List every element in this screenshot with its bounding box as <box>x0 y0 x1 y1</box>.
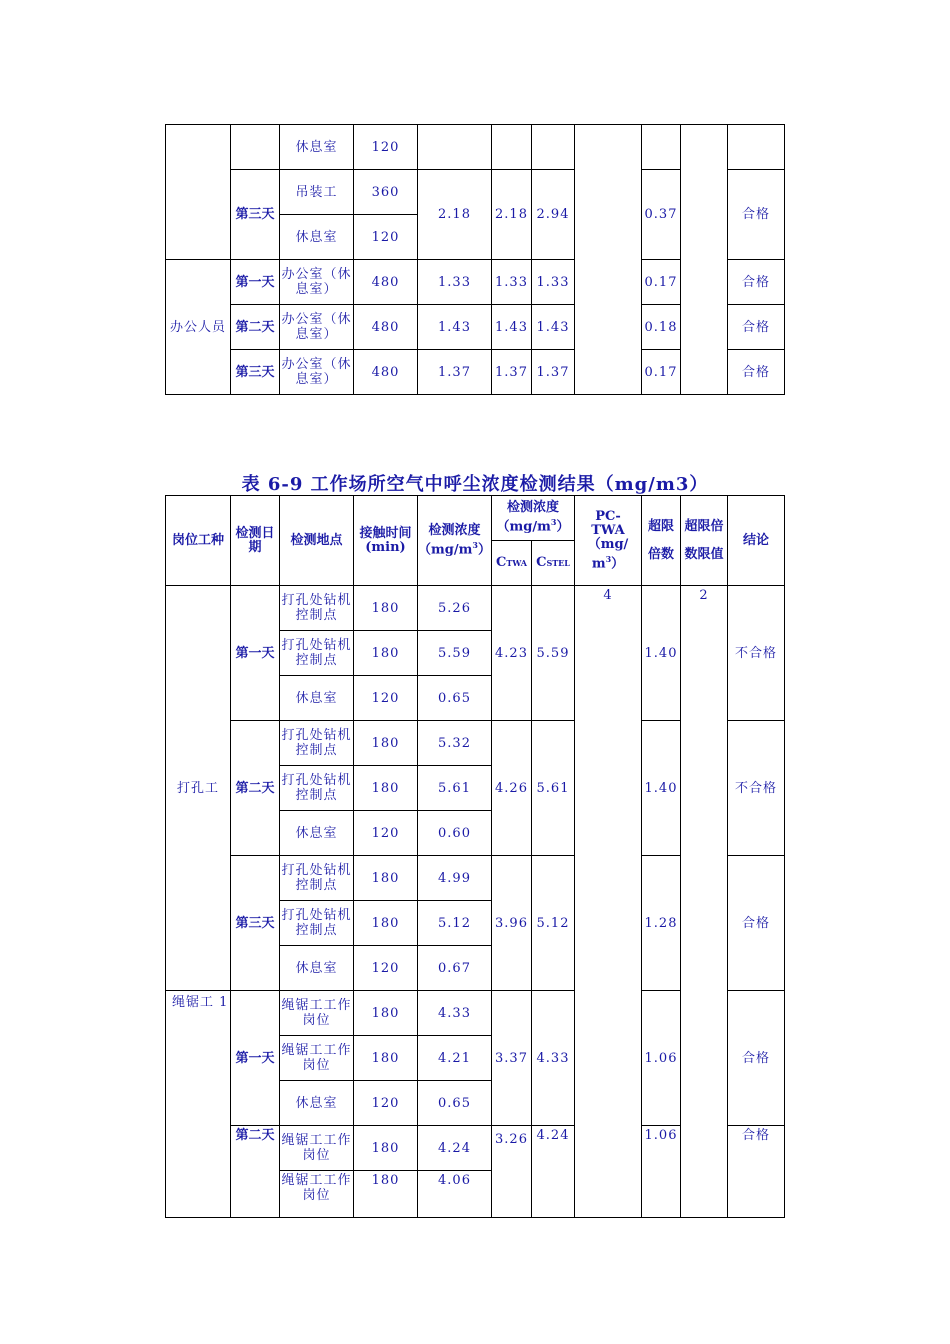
header-limit: 超限倍 数限值 <box>681 496 728 586</box>
header-conc-group: 检测浓度 $(mg/m^3)$ <box>492 496 575 541</box>
time-cell: 180 <box>354 766 418 811</box>
ctwa-cell <box>492 125 532 170</box>
ratio-cell: 0.17 <box>642 350 681 395</box>
place-cell: 打孔处钻机控制点 <box>280 586 354 631</box>
ratio-cell: 1.40 <box>642 586 681 721</box>
cstel-cell: 2.94 <box>532 170 575 260</box>
place-cell: 绳锯工工作岗位 <box>280 1126 354 1171</box>
header-row <box>166 496 785 541</box>
ratio-cell: 1.06 <box>642 991 681 1126</box>
place-cell: 绳锯工工作岗位 <box>280 991 354 1036</box>
time-cell: 120 <box>354 946 418 991</box>
conc-cell: 4.24 <box>418 1126 492 1171</box>
place-cell: 休息室 <box>280 215 354 260</box>
time-cell: 180 <box>354 901 418 946</box>
ctwa-cell: 2.18 <box>492 170 532 260</box>
cstel-cell: 1.33 <box>532 260 575 305</box>
header-date: 检测日期 <box>231 496 280 586</box>
time-cell: 180 <box>354 1126 418 1171</box>
ctwa-cell: 3.37 <box>492 991 532 1126</box>
cstel-cell: 4.24 <box>532 1126 575 1218</box>
cstel-cell: 1.37 <box>532 350 575 395</box>
day-cell: 第一天 <box>231 586 280 721</box>
day-cell: 第三天 <box>231 170 280 260</box>
header-time: 接触时间 (min) <box>354 496 418 586</box>
time-cell: 180 <box>354 586 418 631</box>
ctwa-cell: 1.37 <box>492 350 532 395</box>
place-cell: 绳锯工工作岗位 <box>280 1171 354 1218</box>
conc-cell: 4.21 <box>418 1036 492 1081</box>
time-cell: 480 <box>354 260 418 305</box>
conc-cell: 4.06 <box>418 1171 492 1218</box>
result-cell: 合格 <box>728 856 785 991</box>
result-cell: 不合格 <box>728 586 785 721</box>
conc-cell: 0.65 <box>418 676 492 721</box>
job-cell: 绳锯工 1 <box>166 991 231 1218</box>
conc-cell: 1.33 <box>418 260 492 305</box>
conc-cell: 0.65 <box>418 1081 492 1126</box>
day-cell: 第三天 <box>231 856 280 991</box>
header-ratio: 超限 倍数 <box>642 496 681 586</box>
day-cell: 第一天 <box>231 260 280 305</box>
conc-cell: 0.67 <box>418 946 492 991</box>
time-cell: 180 <box>354 991 418 1036</box>
place-cell: 绳锯工工作岗位 <box>280 1036 354 1081</box>
header-pc-twa: PC- TWA（mg/ $m^3$） <box>575 496 642 586</box>
time-cell: 180 <box>354 1171 418 1218</box>
cstel-cell: 1.43 <box>532 305 575 350</box>
time-cell: 120 <box>354 125 418 170</box>
job-cell: 打孔工 <box>166 586 231 991</box>
place-cell: 打孔处钻机控制点 <box>280 766 354 811</box>
conc-cell <box>418 125 492 170</box>
time-cell: 120 <box>354 215 418 260</box>
day-cell <box>231 125 280 170</box>
time-cell: 120 <box>354 811 418 856</box>
header-conc: 检测浓度 $(mg/m^3)$ <box>418 496 492 586</box>
time-cell: 480 <box>354 305 418 350</box>
table-continuation <box>165 124 785 395</box>
conc-cell: 1.37 <box>418 350 492 395</box>
header-cstel: CSTEL <box>532 541 575 586</box>
dust-results-table <box>165 495 785 1218</box>
time-cell: 180 <box>354 631 418 676</box>
header-job: 岗位工种 <box>166 496 231 586</box>
place-cell: 办公室（休息室） <box>280 350 354 395</box>
day-cell: 第三天 <box>231 350 280 395</box>
place-cell: 打孔处钻机控制点 <box>280 856 354 901</box>
day-cell: 第一天 <box>231 991 280 1126</box>
ctwa-cell: 4.26 <box>492 721 532 856</box>
pc-twa-cell: 4 <box>575 586 642 1218</box>
conc-cell: 5.59 <box>418 631 492 676</box>
time-cell: 180 <box>354 721 418 766</box>
time-cell: 480 <box>354 350 418 395</box>
cstel-cell: 4.33 <box>532 991 575 1126</box>
day-cell: 第二天 <box>231 305 280 350</box>
result-cell: 合格 <box>728 350 785 395</box>
header-place: 检测地点 <box>280 496 354 586</box>
table-row <box>166 125 785 170</box>
conc-cell: 5.32 <box>418 721 492 766</box>
table-caption: 表 6-9 工作场所空气中呼尘浓度检测结果（mg/m3） <box>241 474 709 495</box>
ratio-cell <box>642 125 681 170</box>
place-cell: 打孔处钻机控制点 <box>280 721 354 766</box>
ctwa-cell: 1.43 <box>492 305 532 350</box>
ratio-cell: 0.17 <box>642 260 681 305</box>
cstel-cell <box>532 125 575 170</box>
ctwa-cell: 3.96 <box>492 856 532 991</box>
time-cell: 120 <box>354 676 418 721</box>
result-cell: 合格 <box>728 1126 785 1218</box>
result-cell: 合格 <box>728 260 785 305</box>
ctwa-cell: 3.26 <box>492 1126 532 1218</box>
conc-cell: 0.60 <box>418 811 492 856</box>
place-cell: 休息室 <box>280 676 354 721</box>
conc-cell: 5.26 <box>418 586 492 631</box>
place-cell: 休息室 <box>280 946 354 991</box>
result-cell: 不合格 <box>728 721 785 856</box>
result-cell <box>728 125 785 170</box>
pc-twa-cell <box>575 125 642 395</box>
time-cell: 180 <box>354 856 418 901</box>
conc-cell: 1.43 <box>418 305 492 350</box>
ratio-cell: 0.37 <box>642 170 681 260</box>
cstel-cell: 5.61 <box>532 721 575 856</box>
conc-cell: 5.12 <box>418 901 492 946</box>
conc-cell: 2.18 <box>418 170 492 260</box>
limit-cell <box>681 125 728 395</box>
table-row <box>166 586 785 631</box>
time-cell: 180 <box>354 1036 418 1081</box>
place-cell: 打孔处钻机控制点 <box>280 901 354 946</box>
conc-cell: 4.33 <box>418 991 492 1036</box>
place-cell: 休息室 <box>280 1081 354 1126</box>
conc-cell: 5.61 <box>418 766 492 811</box>
place-cell: 办公室（休息室） <box>280 305 354 350</box>
place-cell: 吊装工 <box>280 170 354 215</box>
time-cell: 120 <box>354 1081 418 1126</box>
result-cell: 合格 <box>728 170 785 260</box>
job-cell: 办公人员 <box>166 260 231 395</box>
result-cell: 合格 <box>728 991 785 1126</box>
header-result: 结论 <box>728 496 785 586</box>
limit-value-cell: 2 <box>681 586 728 1218</box>
conc-cell: 4.99 <box>418 856 492 901</box>
ctwa-cell: 4.23 <box>492 586 532 721</box>
result-cell: 合格 <box>728 305 785 350</box>
ratio-cell: 1.40 <box>642 721 681 856</box>
place-cell: 休息室 <box>280 125 354 170</box>
place-cell: 打孔处钻机控制点 <box>280 631 354 676</box>
ratio-cell: 1.28 <box>642 856 681 991</box>
ratio-cell: 0.18 <box>642 305 681 350</box>
ratio-cell: 1.06 <box>642 1126 681 1218</box>
cstel-cell: 5.59 <box>532 586 575 721</box>
day-cell: 第二天 <box>231 721 280 856</box>
day-cell: 第二天 <box>231 1126 280 1218</box>
cstel-cell: 5.12 <box>532 856 575 991</box>
job-cell <box>166 125 231 260</box>
place-cell: 办公室（休息室） <box>280 260 354 305</box>
time-cell: 360 <box>354 170 418 215</box>
ctwa-cell: 1.33 <box>492 260 532 305</box>
place-cell: 休息室 <box>280 811 354 856</box>
header-ctwa: CTWA <box>492 541 532 586</box>
